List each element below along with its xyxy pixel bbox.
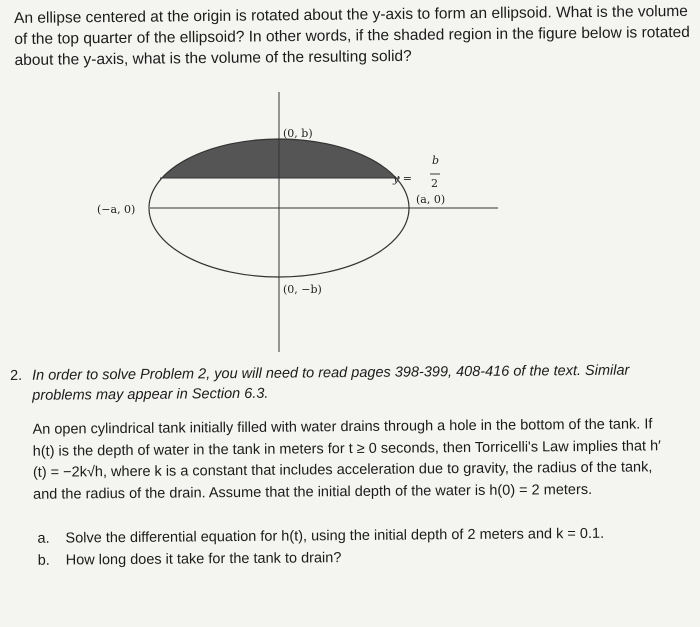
label-right-point: (a, 0) (416, 193, 446, 206)
part-letter: a. (37, 530, 50, 547)
reading-note: In order to solve Problem 2, you will need to read pages 398-399, 408-416 of the text. Similar problems may appear in Section 6.3. (32, 362, 630, 404)
part-letter: b. (37, 552, 50, 569)
problem-body: An open cylindrical tank initially filled with water drains through a hole in the bottom of the tank. If h(t) is the depth of water in the tank in meters for t ≥ 0 seconds, then Torricelli's Law implies that h′(t) = −2k√h, where k is a constant that includes acceleration due to gravity, the radius of the tank, and the radius of the drain. Assume that the initial depth of the water is h(0) = 2 meters. (32, 416, 661, 503)
line-equation-numerator: b (432, 154, 440, 167)
part-text: How long does it take for the tank to drain? (65, 550, 342, 569)
label-bottom-point: (0, −b) (283, 283, 322, 296)
label-top-point: (0, b) (283, 127, 313, 140)
intro-paragraph: An ellipse centered at the origin is rotated about the y-axis to form an ellipsoid. What is the volume of the top quarter of the ellipsoid? In other words, if the shaded region in the figure below is rotated about the y-axis, what is the volume of the resulting solid? (14, 2, 690, 69)
line-equation-y: y = (393, 172, 412, 185)
part-text: Solve the differential equation for h(t), using the initial depth of 2 meters and k = 0.1. (65, 525, 605, 547)
problem-parts (33, 522, 691, 572)
problem-2 (10, 360, 692, 572)
label-left-point: (−a, 0) (97, 203, 136, 216)
problem-number: 2. (10, 367, 23, 384)
part-b (34, 544, 692, 572)
line-equation-denominator: 2 (431, 177, 438, 190)
